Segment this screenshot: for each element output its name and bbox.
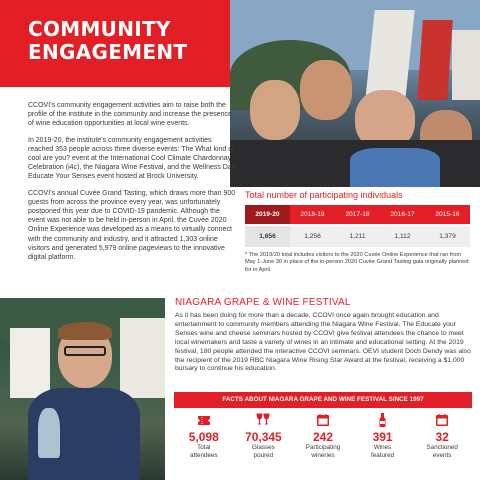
page-title-line1: COMMUNITY — [28, 17, 171, 41]
wine-glasses-icon — [255, 412, 271, 428]
fact-label: events — [432, 452, 452, 459]
participation-value: 1,112 — [380, 225, 425, 247]
facts-row — [174, 408, 472, 480]
fact-label: poured — [253, 452, 274, 459]
calendar-icon — [315, 412, 331, 428]
fact-value: 242 — [312, 430, 333, 444]
award-recipient-photo — [0, 298, 165, 480]
page-title-line2: ENGAGEMENT — [28, 40, 188, 64]
fact-label: Wines — [373, 444, 392, 451]
fact-value: 70,345 — [245, 430, 282, 444]
year-header: 2017-18 — [335, 205, 380, 225]
ticket-icon — [196, 412, 212, 428]
fact-label: featured — [371, 452, 395, 459]
year-header: 2016-17 — [380, 205, 425, 225]
fact-label: Total — [197, 444, 211, 451]
year-header: 2019-20 — [245, 205, 290, 225]
fact-item — [353, 408, 413, 480]
participation-header-row — [245, 205, 470, 225]
fact-item — [234, 408, 294, 480]
fact-label: Participating — [305, 444, 341, 451]
fact-item — [412, 408, 472, 480]
participation-value: 1,379 — [425, 225, 470, 247]
fact-label: wineries — [311, 452, 335, 459]
fact-label: Glasses — [252, 444, 275, 451]
festival-text: As it has been doing for more than a decade, CCOVI once again brought education and entertainment to community members attending the Niagara Wine Festival. The Educate your Senses wine and cheese seminars hosted by CCOVI give festival attendees the chance to meet local winemakers and taste a variety of wines in an intimate and educational setting. At the 2019 festival, 180 people attended the interactive CCOVI seminars. OEVI student Doch Dendy was also the recipient of the 2019 RBC Niagara Wine Rising Star Award at the festival, receiving a $1,000 bursary to continue his education. — [175, 312, 471, 373]
participation-value: 1,256 — [290, 225, 335, 247]
participation-value-row — [245, 225, 470, 247]
fact-value: 391 — [372, 430, 393, 444]
fact-value: 5,098 — [188, 430, 219, 444]
intro-paragraph-2: In 2019-20, the institute’s community engagement activities reached 353 people across three diverse events: The What kind of cool are you? event at the International Cool Climate Chardonnay Celebration (i4c), the Niagara Wine Festival, and the Wellness Day: Educate Your Senses event hosted at Brock University. — [28, 136, 238, 181]
fact-item — [293, 408, 353, 480]
fact-value: 32 — [435, 430, 449, 444]
intro-paragraph-3: CCOVI’s annual Cuvée Grand Tasting, which draws more than 900 guests from across the province every year, was unfortunately postponed this year due to COVID-19 pandemic. Although the event was not able to be held in-person in April, the Cuvée 2020 Online Experience was developed as a means to virtually connect with the community and industry, and it attracted 1,303 online visitors and generated 5,979 online pageviews to the innovative digital platform. — [28, 189, 236, 262]
year-header: 2018-19 — [290, 205, 335, 225]
fact-item — [174, 408, 234, 480]
calendar-icon — [434, 412, 450, 428]
page-title — [0, 0, 230, 87]
fact-label: Sanctioned — [426, 444, 458, 451]
fact-label: attendees — [189, 452, 218, 459]
intro-paragraph-1: CCOVI’s community engagement activities aim to raise both the profile of the institute in the community and increase the presence of wine education opportunities at local wine events. — [28, 102, 232, 128]
intro-text — [28, 101, 238, 269]
year-header: 2015-16 — [425, 205, 470, 225]
participation-value: 1,656 — [245, 225, 290, 247]
wine-bottle-icon — [375, 412, 391, 428]
festival-title: NIAGARA GRAPE & WINE FESTIVAL — [175, 297, 351, 308]
participation-footnote: * The 2019/20 total includes visitors to the 2020 Cuvée Online Experience that ran from May 1-June 30 in place of the in-person 2020 Cuvée Grand Tasting gala originally planned for in April. — [245, 252, 469, 273]
festival-crowd-photo — [230, 0, 480, 187]
participation-title: Total number of participating individuals — [245, 190, 403, 200]
participation-value: 1,211 — [335, 225, 380, 247]
participation-table — [245, 205, 470, 247]
facts-title: FACTS ABOUT NIAGARA GRAPE AND WINE FESTIVAL SINCE 1997 — [174, 392, 472, 408]
